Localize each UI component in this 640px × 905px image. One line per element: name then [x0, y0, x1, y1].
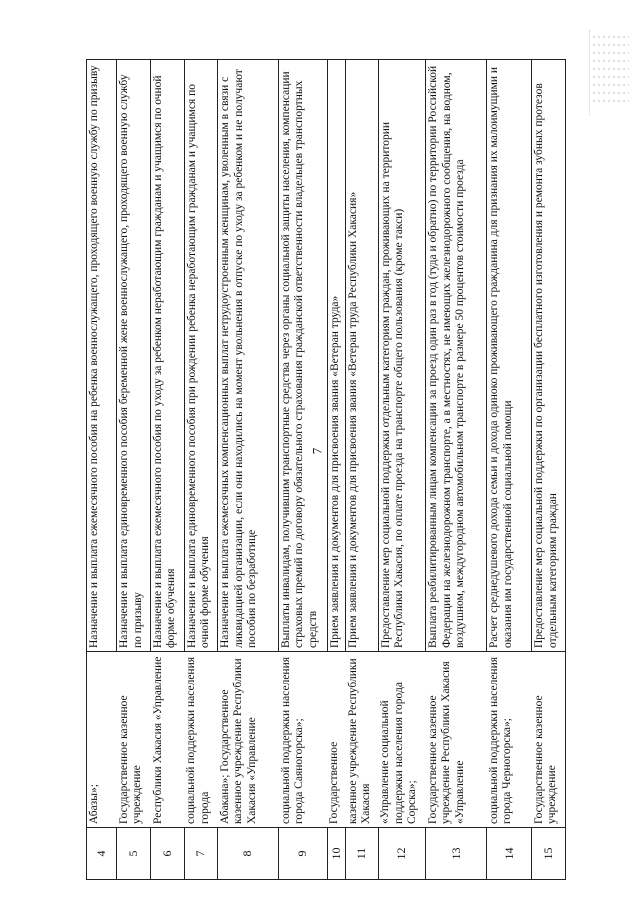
- row-number: 15: [532, 828, 566, 880]
- service-cell: Прием заявления и документов для присвоения звания «Ветеран труда»: [327, 60, 345, 652]
- row-number: 10: [327, 828, 345, 880]
- organization-cell: Республики Хакасия «Управление: [151, 652, 185, 828]
- organization-cell: Абакана»; Государственное казенное учреждение Республики Хакасия «Управление: [218, 652, 279, 828]
- service-cell: Расчет среднедушевого дохода семьи и дохода одиноко проживающего гражданина для признания их малоимущими и оказания им государственной социальной помощи: [487, 60, 532, 652]
- row-number: 7: [184, 828, 218, 880]
- row-number: 8: [218, 828, 279, 880]
- service-cell: Назначение и выплата единовременного пособия при рождении ребенка неработающим гражданам и учащимся по очной форме обучения: [184, 60, 218, 652]
- organization-cell: Государственное казенное учреждение: [532, 652, 566, 828]
- row-number: 4: [87, 828, 117, 880]
- table-row: [346, 60, 378, 880]
- rotated-table-container: [86, 60, 566, 880]
- table-row: [279, 60, 328, 880]
- service-cell: Назначение и выплата единовременного пособия беременной жене военнослужащего, проходящего военную службу по призыву: [117, 60, 151, 652]
- service-cell: Назначение и выплата ежемесячного пособия по уходу за ребенком неработающим гражданам и учащимся по очной форме обучения: [151, 60, 185, 652]
- table-row: [87, 60, 117, 880]
- service-cell: Прием заявления и документов для присвоения звания «Ветеран труда Республики Хакасия»: [346, 60, 378, 652]
- service-cell: Выплаты инвалидам, получившим транспортные средства через органы социальной защиты населения, компенсации страховых премий по договору обязательного страхования гражданской ответственности владельцев транспортных средств: [279, 60, 328, 652]
- organization-cell: «Управление социальной поддержки населения города Сорска»;: [378, 652, 426, 828]
- organization-cell: Государственное: [327, 652, 345, 828]
- table-row: [184, 60, 218, 880]
- page-number: 7: [309, 447, 325, 455]
- table-row: [532, 60, 566, 880]
- organization-cell: Государственное казенное учреждение: [117, 652, 151, 828]
- row-number: 12: [378, 828, 426, 880]
- organization-cell: казенное учреждение Республики Хакасия: [346, 652, 378, 828]
- service-cell: Предоставление мер социальной поддержки отдельным категориям граждан, проживающих на территории Республики Хакасия, по оплате проезда на транспорте общего пользования (кроме такси): [378, 60, 426, 652]
- table-row: [151, 60, 185, 880]
- table-row: [378, 60, 426, 880]
- service-cell: Назначение и выплата ежемесячных компенсационных выплат нетрудоустроенным женщинам, уволенным в связи с ликвидацией организации, если они находились на момент увольнения в отпуске по уходу за ребенком и не получают пособия по безработице: [218, 60, 279, 652]
- table-row: [327, 60, 345, 880]
- organization-cell: Абазы»;: [87, 652, 117, 828]
- service-cell: Предоставление мер социальной поддержки по организации бесплатного изготовления и ремонта зубных протезов отдельным категориям граждан: [532, 60, 566, 652]
- table-row: [218, 60, 279, 880]
- organization-cell: социальной поддержки населения города Черногорска»;: [487, 652, 532, 828]
- organization-cell: социальной поддержки населения города Саяногорска»;: [279, 652, 328, 828]
- services-table: [86, 59, 566, 880]
- row-number: 6: [151, 828, 185, 880]
- row-number: 5: [117, 828, 151, 880]
- organization-cell: Государственное казенное учреждение Республики Хакасия «Управление: [426, 652, 487, 828]
- row-number: 13: [426, 828, 487, 880]
- organization-cell: социальной поддержки населения города: [184, 652, 218, 828]
- service-cell: Назначение и выплата ежемесячного пособия на ребенка военнослужащего, проходящего военную службу по призыву: [87, 60, 117, 652]
- corner-stamp: [589, 30, 632, 116]
- service-cell: Выплата реабилитированным лицам компенсации за проезд один раз в год (туда и обратно) по территории Российской Федерации на железнодорожном транспорте, а в местностях, не имеющих железнодорожного сообщения, на водном, воздушном, междугородном автомобильном транспорте в размере 50 процентов стоимости проезда: [426, 60, 487, 652]
- row-number: 9: [279, 828, 328, 880]
- table-row: [426, 60, 487, 880]
- table-row: [117, 60, 151, 880]
- row-number: 14: [487, 828, 532, 880]
- table-row: [487, 60, 532, 880]
- row-number: 11: [346, 828, 378, 880]
